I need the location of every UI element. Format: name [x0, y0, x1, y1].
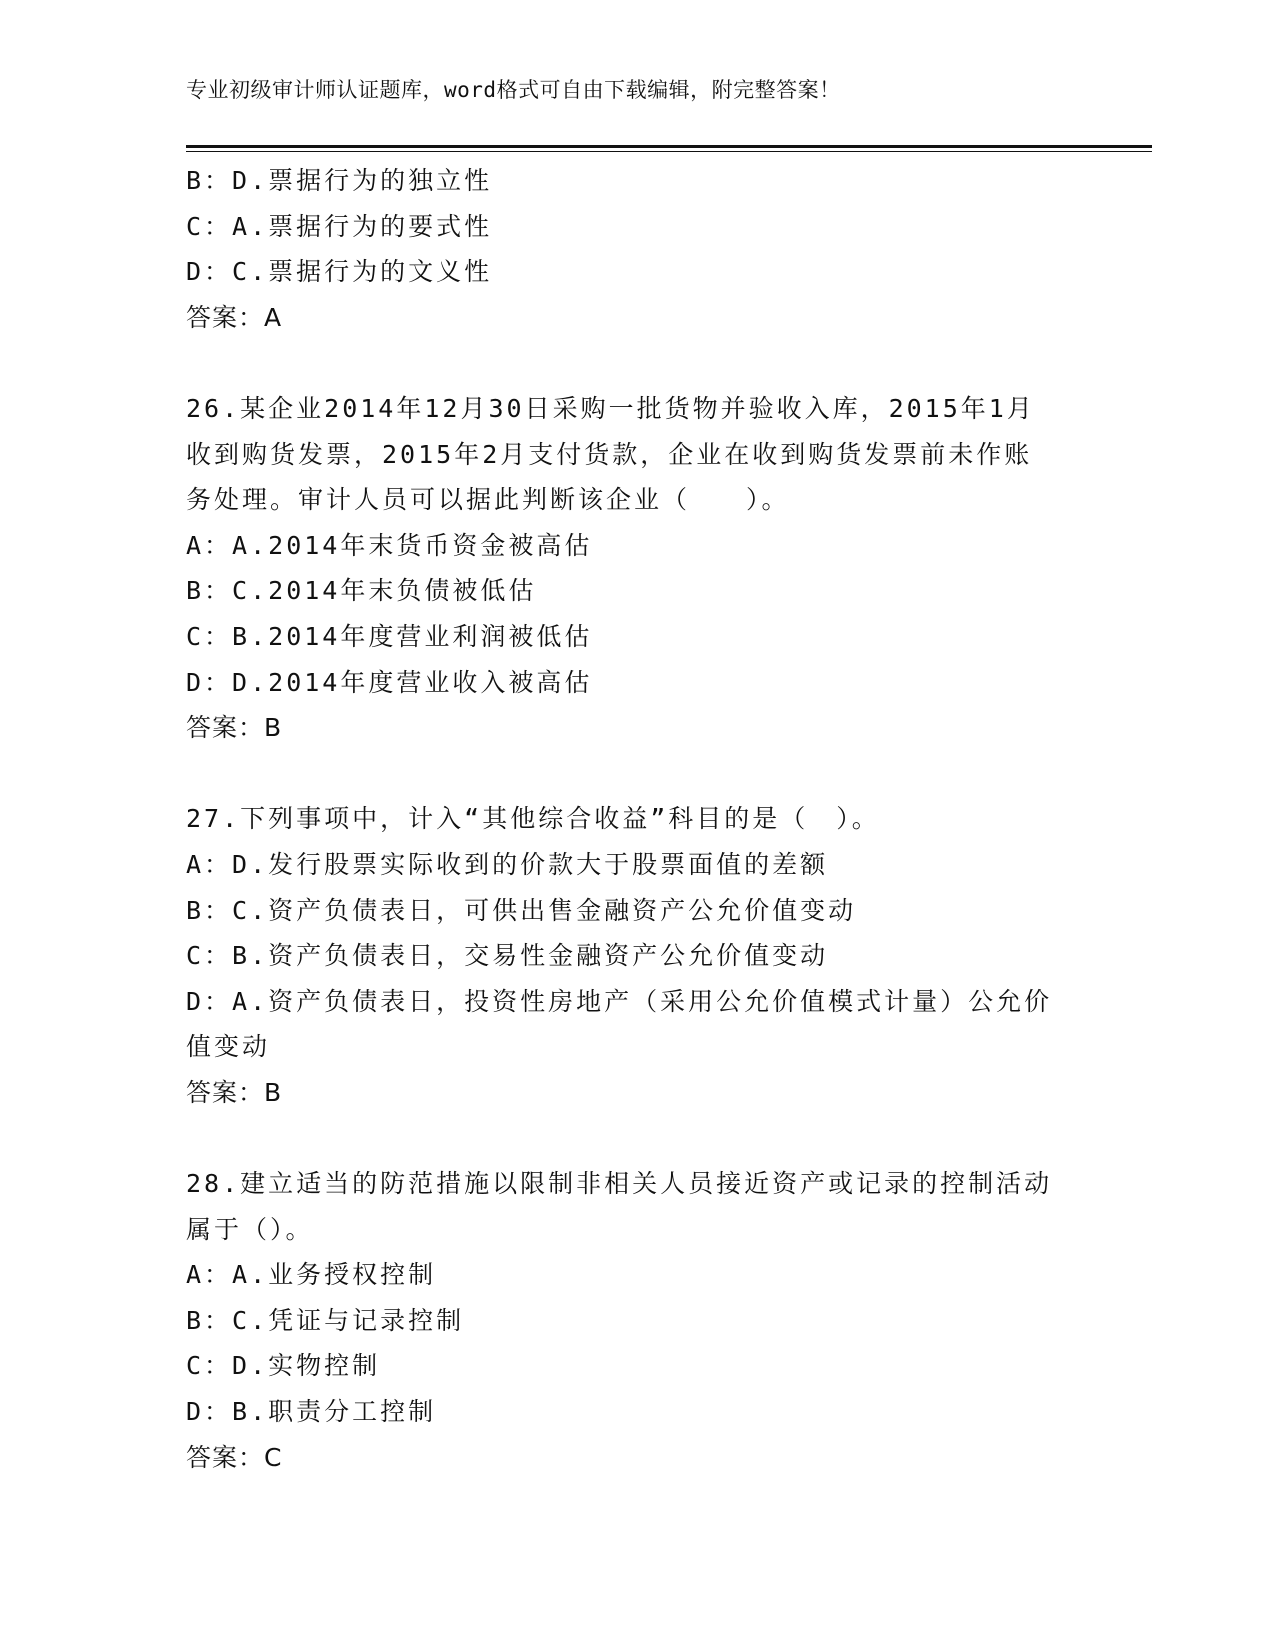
question-26: [186, 386, 1086, 751]
option-line-continued: 值变动: [186, 1032, 271, 1062]
header-divider: [186, 145, 1152, 152]
question-stem-line: 26.某企业2014年12月30日采购一批货物并验收入库，2015年1月: [186, 393, 1035, 423]
answer-line: 答案：C: [186, 1442, 283, 1472]
question-stem-line: 28.建立适当的防范措施以限制非相关人员接近资产或记录的控制活动: [186, 1169, 1053, 1199]
option-line: B：C.2014年末负债被低估: [186, 576, 537, 606]
option-line: A：A.2014年末货币资金被高估: [186, 530, 593, 560]
option-line: D：A.资产负债表日，投资性房地产（采用公允价值模式计量）公允价: [186, 986, 1053, 1016]
answer-line: 答案：A: [186, 302, 283, 332]
option-line: B：D.票据行为的独立性: [186, 166, 493, 195]
option-line: B：C.资产负债表日，可供出售金融资产公允价值变动: [186, 895, 857, 925]
option-line: A：D.发行股票实际收到的价款大于股票面值的差额: [186, 849, 829, 879]
question-content: [186, 158, 1086, 1480]
option-line: C：B.2014年度营业利润被低估: [186, 621, 593, 651]
option-line: B：C.凭证与记录控制: [186, 1305, 465, 1335]
answer-line: 答案：B: [186, 713, 283, 743]
question-stem-line: 属于（）。: [186, 1214, 314, 1244]
option-line: D：B.职责分工控制: [186, 1397, 437, 1427]
page-header: 专业初级审计师认证题库，word格式可自由下载编辑，附完整答案！: [186, 78, 841, 102]
spacer: [186, 751, 1086, 797]
option-line: D：D.2014年度营业收入被高估: [186, 667, 593, 697]
option-line: D：C.票据行为的文义性: [186, 257, 493, 287]
question-28: [186, 1161, 1086, 1480]
question-stem-line: 务处理。审计人员可以据此判断该企业（ ）。: [186, 485, 790, 515]
prev-question-block: [186, 158, 1086, 340]
option-line: C：D.实物控制: [186, 1351, 381, 1381]
question-stem-line: 27.下列事项中，计入“其他综合收益”科目的是（ ）。: [186, 804, 880, 834]
question-stem-line: 收到购货发票，2015年2月支付货款，企业在收到购货发票前未作账: [186, 439, 1033, 469]
option-line: C：B.资产负债表日，交易性金融资产公允价值变动: [186, 941, 829, 971]
option-line: A：A.业务授权控制: [186, 1260, 437, 1290]
spacer: [186, 1115, 1086, 1161]
option-line: C：A.票据行为的要式性: [186, 211, 493, 241]
spacer: [186, 340, 1086, 386]
answer-line: 答案：B: [186, 1077, 283, 1107]
question-27: [186, 796, 1086, 1115]
